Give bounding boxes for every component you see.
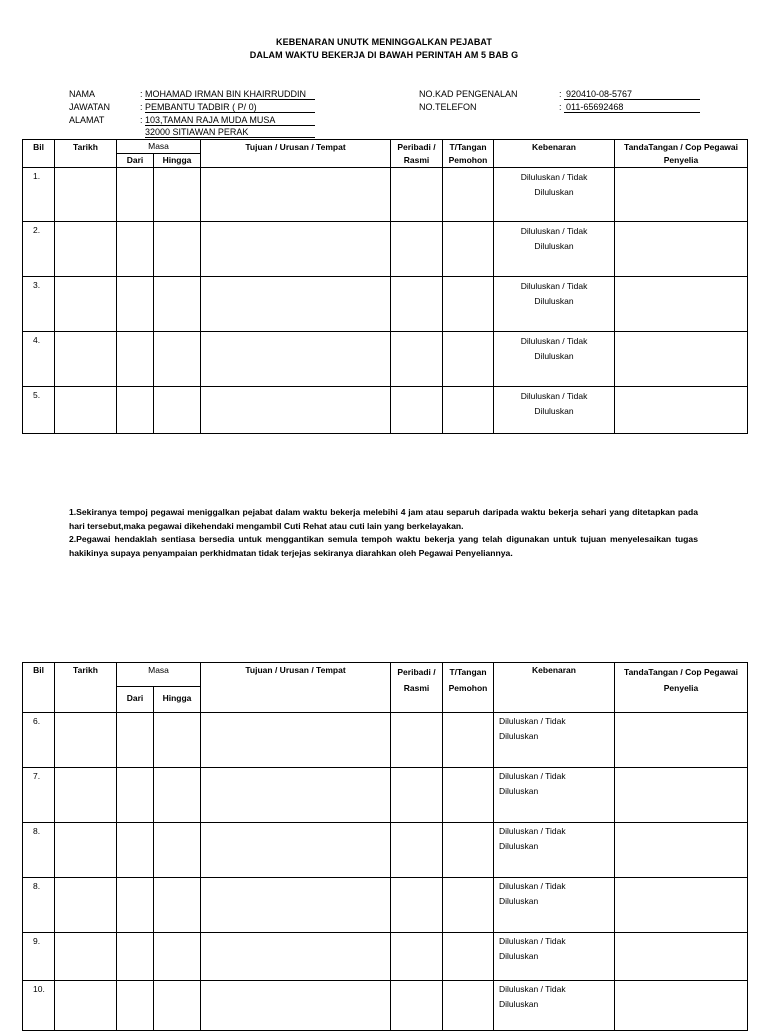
header-tarikh: Tarikh <box>55 140 117 168</box>
header-masa: Masa <box>117 140 201 154</box>
row-peribadi[interactable] <box>391 387 443 434</box>
row-ttangan[interactable] <box>443 168 494 222</box>
form-title-line2: DALAM WAKTU BEKERJA DI BAWAH PERINTAH AM 5 BAB G <box>249 50 519 60</box>
header-tandatangan: TandaTangan / Cop Pegawai Penyelia <box>615 140 748 168</box>
table-row <box>23 168 748 222</box>
row-tujuan[interactable] <box>201 933 391 981</box>
row-tarikh[interactable] <box>55 277 117 332</box>
header-tujuan: Tujuan / Urusan / Tempat <box>201 663 391 713</box>
row-signature[interactable] <box>615 878 748 933</box>
table-row <box>23 823 748 878</box>
ic-colon: : <box>559 89 562 99</box>
row-kebenaran-status[interactable] <box>494 981 615 1031</box>
row-tarikh[interactable] <box>55 222 117 277</box>
row-bil: 6. <box>23 713 55 768</box>
table-row <box>23 713 748 768</box>
tel-row <box>419 102 709 116</box>
row-ttangan[interactable] <box>443 277 494 332</box>
nama-colon: : <box>140 89 143 99</box>
header-peribadi: Peribadi / Rasmi <box>391 140 443 168</box>
status-line2: Diluluskan <box>499 999 539 1009</box>
row-ttangan[interactable] <box>443 981 494 1031</box>
status-line1: Diluluskan / Tidak <box>499 881 566 891</box>
status-line1: Diluluskan / Tidak <box>520 391 588 401</box>
header-peribadi: Peribadi / Rasmi <box>391 663 443 713</box>
header-tujuan: Tujuan / Urusan / Tempat <box>201 140 391 168</box>
row-signature[interactable] <box>615 387 748 434</box>
row-peribadi[interactable] <box>391 981 443 1031</box>
table-row <box>23 768 748 823</box>
row-tujuan[interactable] <box>201 768 391 823</box>
row-signature[interactable] <box>615 823 748 878</box>
nama-label: NAMA <box>69 89 96 99</box>
table-row <box>23 878 748 933</box>
status-line2: Diluluskan <box>534 406 574 416</box>
status-line1: Diluluskan / Tidak <box>499 984 566 994</box>
status-line1: Diluluskan / Tidak <box>499 771 566 781</box>
row-ttangan[interactable] <box>443 222 494 277</box>
row-tarikh[interactable] <box>55 387 117 434</box>
row-dari[interactable] <box>117 823 154 878</box>
alamat-line2: 32000 SITIAWAN PERAK <box>145 127 315 138</box>
row-kebenaran-status[interactable] <box>494 387 615 434</box>
jawatan-colon: : <box>140 102 143 112</box>
header-bil: Bil <box>23 663 55 713</box>
row-ttangan[interactable] <box>443 332 494 387</box>
status-line2: Diluluskan <box>534 241 574 251</box>
row-ttangan[interactable] <box>443 823 494 878</box>
header-tarikh: Tarikh <box>55 663 117 713</box>
header-dari: Dari <box>117 687 154 713</box>
row-hingga[interactable] <box>154 878 201 933</box>
row-bil: 4. <box>23 332 55 387</box>
row-hingga[interactable] <box>154 933 201 981</box>
row-signature[interactable] <box>615 332 748 387</box>
status-line1: Diluluskan / Tidak <box>520 172 588 182</box>
row-signature[interactable] <box>615 277 748 332</box>
header-bil: Bil <box>23 140 55 168</box>
row-bil: 1. <box>23 168 55 222</box>
row-dari[interactable] <box>117 222 154 277</box>
row-bil: 8. <box>23 823 55 878</box>
status-line2: Diluluskan <box>534 351 574 361</box>
status-line2: Diluluskan <box>499 896 539 906</box>
leave-table-2 <box>22 662 748 1031</box>
row-kebenaran-status[interactable] <box>494 277 615 332</box>
jawatan-row <box>69 102 329 116</box>
jawatan-label: JAWATAN <box>69 102 110 112</box>
row-tujuan[interactable] <box>201 878 391 933</box>
row-kebenaran-status[interactable] <box>494 168 615 222</box>
row-peribadi[interactable] <box>391 933 443 981</box>
row-dari[interactable] <box>117 713 154 768</box>
row-tujuan[interactable] <box>201 168 391 222</box>
header-masa: Masa <box>117 663 201 687</box>
header-hingga: Hingga <box>154 687 201 713</box>
row-dari[interactable] <box>117 878 154 933</box>
row-tujuan[interactable] <box>201 222 391 277</box>
row-kebenaran-status[interactable] <box>494 823 615 878</box>
form-title-line1: KEBENARAN UNUTK MENINGGALKAN PEJABAT <box>276 37 492 47</box>
status-line2: Diluluskan <box>534 296 574 306</box>
header-dari: Dari <box>117 154 154 168</box>
table-row <box>23 332 748 387</box>
status-line2: Diluluskan <box>499 731 539 741</box>
row-hingga[interactable] <box>154 387 201 434</box>
row-dari[interactable] <box>117 277 154 332</box>
note-1: 1.Sekiranya tempoj pegawai meniggalkan pejabat dalam waktu bekerja melebihi 4 jam atau separuh daripada waktu bekerja sehari yang ditetapkan pada hari tersebut,maka pegawai dikehendaki mengambil Cuti Rehat atau cuti lain yang berkelayakan. <box>69 507 698 531</box>
tel-value: 011-65692468 <box>564 102 700 113</box>
tel-label: NO.TELEFON <box>419 102 477 112</box>
row-tarikh[interactable] <box>55 768 117 823</box>
nama-value: MOHAMAD IRMAN BIN KHAIRRUDDIN <box>145 89 315 100</box>
row-kebenaran-status[interactable] <box>494 933 615 981</box>
table-row <box>23 277 748 332</box>
header-kebenaran: Kebenaran <box>494 140 615 168</box>
status-line2: Diluluskan <box>534 187 574 197</box>
ic-value: 920410-08-5767 <box>564 89 700 100</box>
row-hingga[interactable] <box>154 168 201 222</box>
row-ttangan[interactable] <box>443 878 494 933</box>
row-dari[interactable] <box>117 981 154 1031</box>
row-tarikh[interactable] <box>55 713 117 768</box>
row-kebenaran-status[interactable] <box>494 332 615 387</box>
header-ttangan: T/Tangan Pemohon <box>443 140 494 168</box>
row-ttangan[interactable] <box>443 713 494 768</box>
row-tujuan[interactable] <box>201 823 391 878</box>
status-line1: Diluluskan / Tidak <box>520 226 588 236</box>
row-signature[interactable] <box>615 713 748 768</box>
jawatan-value: PEMBANTU TADBIR ( P/ 0) <box>145 102 315 113</box>
row-signature[interactable] <box>615 222 748 277</box>
row-kebenaran-status[interactable] <box>494 878 615 933</box>
status-line2: Diluluskan <box>499 951 539 961</box>
status-line1: Diluluskan / Tidak <box>520 281 588 291</box>
status-line1: Diluluskan / Tidak <box>499 936 566 946</box>
row-tarikh[interactable] <box>55 933 117 981</box>
row-ttangan[interactable] <box>443 387 494 434</box>
row-kebenaran-status[interactable] <box>494 713 615 768</box>
row-peribadi[interactable] <box>391 823 443 878</box>
row-dari[interactable] <box>117 387 154 434</box>
row-hingga[interactable] <box>154 981 201 1031</box>
status-line1: Diluluskan / Tidak <box>499 826 566 836</box>
row-hingga[interactable] <box>154 332 201 387</box>
row-bil: 8. <box>23 878 55 933</box>
row-peribadi[interactable] <box>391 277 443 332</box>
row-tujuan[interactable] <box>201 277 391 332</box>
alamat-label: ALAMAT <box>69 115 105 125</box>
table-row <box>23 933 748 981</box>
row-peribadi[interactable] <box>391 768 443 823</box>
row-peribadi[interactable] <box>391 713 443 768</box>
header-tandatangan: TandaTangan / Cop Pegawai Penyelia <box>615 663 748 713</box>
row-peribadi[interactable] <box>391 878 443 933</box>
row-peribadi[interactable] <box>391 222 443 277</box>
row-peribadi[interactable] <box>391 332 443 387</box>
ic-label: NO.KAD PENGENALAN <box>419 89 518 99</box>
row-ttangan[interactable] <box>443 933 494 981</box>
row-kebenaran-status[interactable] <box>494 768 615 823</box>
row-tujuan[interactable] <box>201 713 391 768</box>
row-dari[interactable] <box>117 168 154 222</box>
leave-table-1 <box>22 139 748 434</box>
row-tujuan[interactable] <box>201 981 391 1031</box>
header-ttangan: T/Tangan Pemohon <box>443 663 494 713</box>
row-bil: 5. <box>23 387 55 434</box>
row-dari[interactable] <box>117 332 154 387</box>
row-bil: 9. <box>23 933 55 981</box>
row-hingga[interactable] <box>154 277 201 332</box>
row-peribadi[interactable] <box>391 168 443 222</box>
status-line1: Diluluskan / Tidak <box>499 716 566 726</box>
alamat-colon: : <box>140 115 143 125</box>
tel-colon: : <box>559 102 562 112</box>
table-row <box>23 387 748 434</box>
status-line2: Diluluskan <box>499 841 539 851</box>
notes-section <box>69 506 698 560</box>
nama-row <box>69 89 329 103</box>
row-tarikh[interactable] <box>55 981 117 1031</box>
row-signature[interactable] <box>615 981 748 1031</box>
table-row <box>23 222 748 277</box>
row-dari[interactable] <box>117 768 154 823</box>
row-bil: 3. <box>23 277 55 332</box>
header-kebenaran: Kebenaran <box>494 663 615 713</box>
row-signature[interactable] <box>615 768 748 823</box>
ic-row <box>419 89 709 103</box>
row-tarikh[interactable] <box>55 823 117 878</box>
row-kebenaran-status[interactable] <box>494 222 615 277</box>
row-signature[interactable] <box>615 933 748 981</box>
header-hingga: Hingga <box>154 154 201 168</box>
row-tujuan[interactable] <box>201 387 391 434</box>
note-2: 2.Pegawai hendaklah sentiasa bersedia untuk menggantikan semula tempoh waktu bekerja yang telah digunakan untuk tujuan menyelesaikan tugas hakikinya supaya penyampaian perkhidmatan tidak terjejas sekiranya diarahkan oleh Pegawai Penyeliannya. <box>69 534 698 558</box>
alamat-line1: 103,TAMAN RAJA MUDA MUSA <box>145 115 315 126</box>
status-line2: Diluluskan <box>499 786 539 796</box>
status-line1: Diluluskan / Tidak <box>520 336 588 346</box>
row-bil: 2. <box>23 222 55 277</box>
row-tujuan[interactable] <box>201 332 391 387</box>
row-signature[interactable] <box>615 168 748 222</box>
row-ttangan[interactable] <box>443 768 494 823</box>
table-row <box>23 981 748 1031</box>
row-dari[interactable] <box>117 933 154 981</box>
row-tarikh[interactable] <box>55 878 117 933</box>
row-bil: 10. <box>23 981 55 1031</box>
row-hingga[interactable] <box>154 823 201 878</box>
row-tarikh[interactable] <box>55 332 117 387</box>
row-hingga[interactable] <box>154 768 201 823</box>
row-tarikh[interactable] <box>55 168 117 222</box>
row-hingga[interactable] <box>154 713 201 768</box>
row-bil: 7. <box>23 768 55 823</box>
row-hingga[interactable] <box>154 222 201 277</box>
